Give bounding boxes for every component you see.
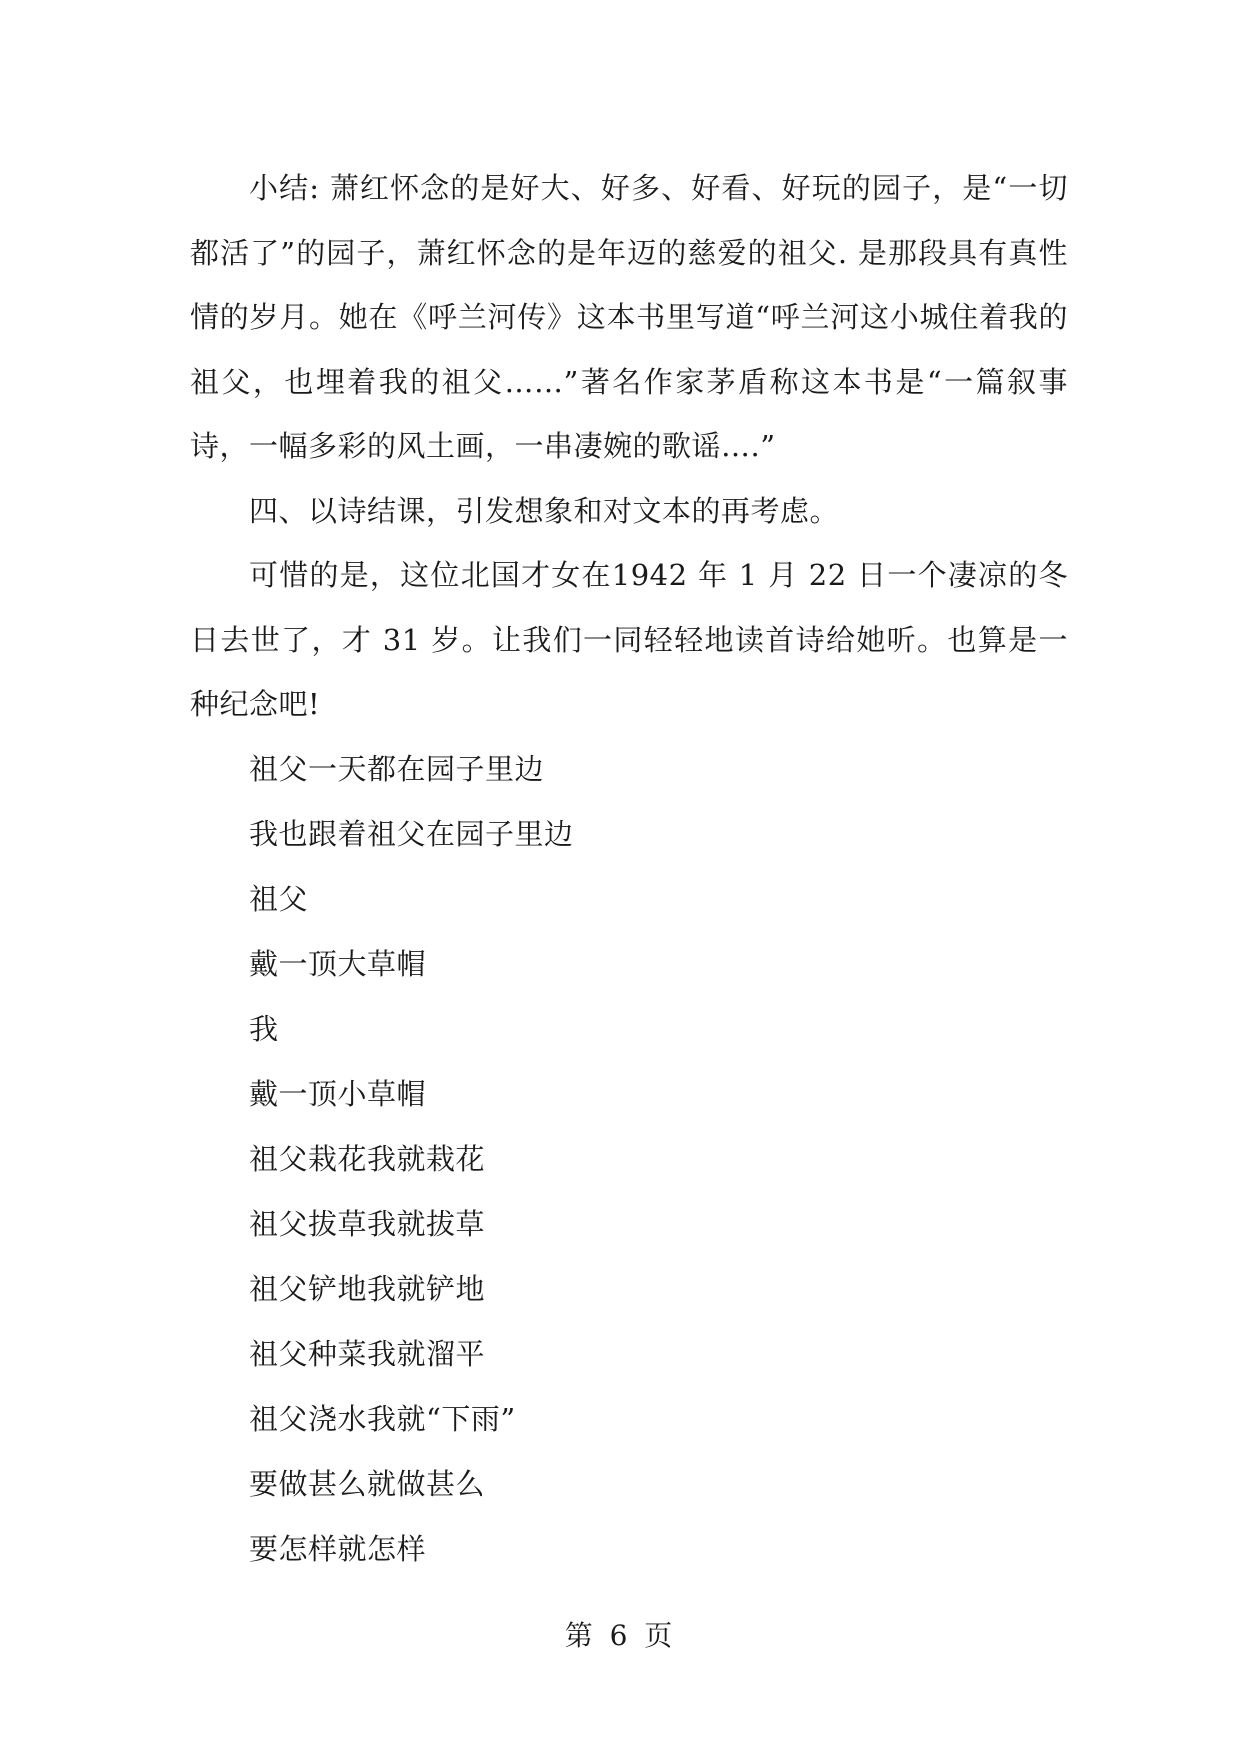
summary-paragraph: 小结: 萧红怀念的是好大、好多、好看、好玩的园子，是“一切都活了”的园子，萧红怀念的是年迈的慈爱的祖父. 是那段具有真性情的岁月。她在《呼兰河传》这本书里写道“呼兰河这小城住着我的祖父，也埋着我的祖父……”著名作家茅盾称这本书是“一篇叙事诗，一幅多彩的风土画，一串凄婉的歌谣….”	[190, 171, 1068, 463]
intro-paragraph: 可惜的是，这位北国才女在1942 年 1 月 22 日一个凄凉的冬日去世了，才 31 岁。让我们一同轻轻地读首诗给她听。也算是一种纪念吧!	[190, 558, 1068, 721]
poem-line: 我也跟着祖父在园子里边	[249, 816, 574, 851]
page-content	[190, 156, 1068, 1582]
poem-line: 祖父	[249, 881, 309, 916]
poem	[190, 737, 1068, 1582]
poem-line: 我	[249, 1011, 279, 1046]
poem-line: 祖父一天都在园子里边	[249, 751, 545, 786]
poem-line: 要做甚么就做甚么	[249, 1466, 486, 1501]
poem-line: 祖父铲地我就铲地	[249, 1271, 486, 1306]
poem-line: 祖父种菜我就溜平	[249, 1336, 486, 1371]
poem-line: 祖父拔草我就拔草	[249, 1206, 486, 1241]
section-heading-paragraph: 四、以诗结课，引发想象和对文本的再考虑。	[249, 493, 840, 528]
poem-line: 要怎样就怎样	[249, 1531, 427, 1566]
poem-line: 戴一顶小草帽	[249, 1076, 427, 1111]
poem-line: 戴一顶大草帽	[249, 946, 427, 981]
poem-line: 祖父栽花我就栽花	[249, 1141, 486, 1176]
poem-line: 祖父浇水我就“下雨”	[249, 1401, 516, 1436]
page-number: 第 6 页	[564, 1619, 677, 1652]
